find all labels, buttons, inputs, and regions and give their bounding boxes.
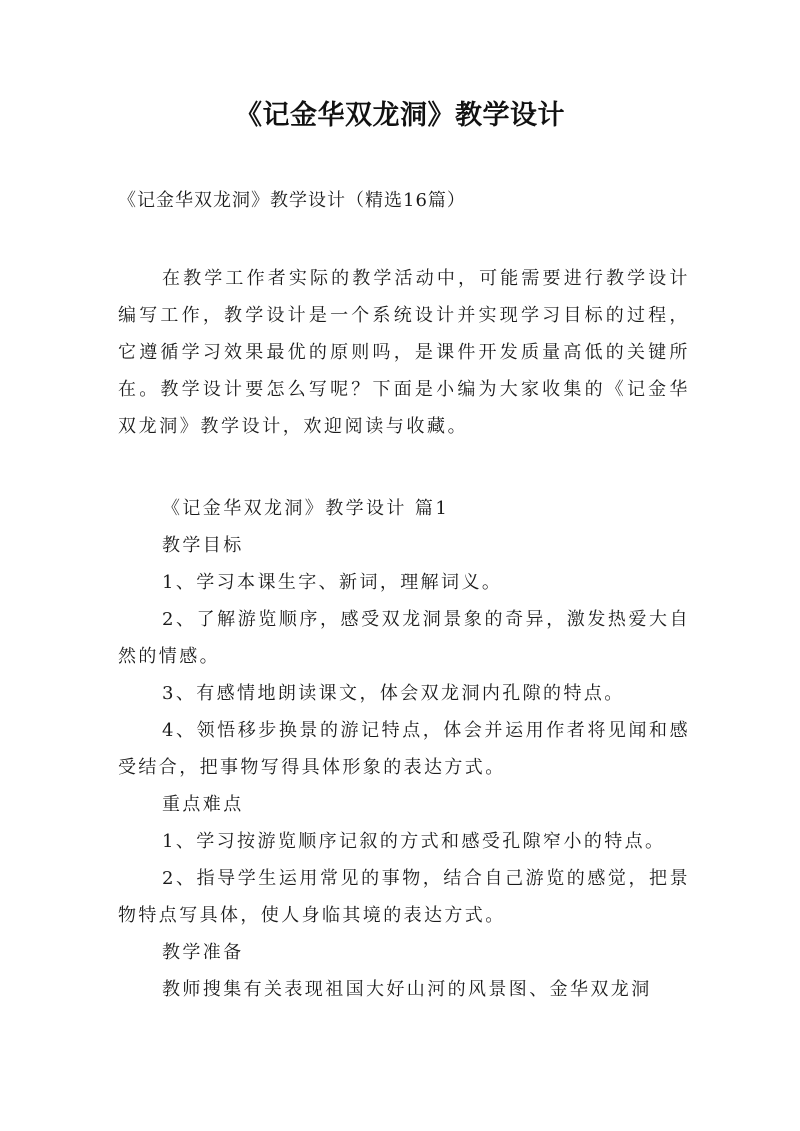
key-points-heading: 重点难点 [162, 794, 244, 815]
goal-item: 2、了解游览顺序，感受双龙洞景象的奇异，激发热爱大自然的情感。 [118, 609, 690, 667]
goal-item: 3、有感情地朗读课文，体会双龙洞内孔隙的特点。 [162, 683, 625, 704]
goals-heading: 教学目标 [162, 535, 244, 556]
prep-text: 教师搜集有关表现祖国大好山河的风景图、金华双龙洞 [162, 979, 652, 1000]
document-title: 《记金华双龙洞》教学设计 [235, 100, 565, 131]
key-point-item: 2、指导学生运用常见的事物，结合自己游览的感觉，把景物特点写具体，使人身临其境的表达方式。 [118, 868, 690, 926]
intro-paragraph: 在教学工作者实际的教学活动中，可能需要进行教学设计编写工作，教学设计是一个系统设计并实现学习目标的过程，它遵循学习效果最优的原则吗，是课件开发质量高低的关键所在。教学设计要怎么写呢？下面是小编为大家收集的《记金华双龙洞》教学设计，欢迎阅读与收藏。 [118, 268, 690, 437]
section-1 [118, 490, 690, 1008]
section-heading: 《记金华双龙洞》教学设计 篇1 [162, 498, 450, 519]
prep-heading: 教学准备 [162, 942, 244, 963]
goal-item: 1、学习本课生字、新词，理解词义。 [162, 572, 503, 593]
document-subtitle: 《记金华双龙洞》教学设计（精选16篇） [118, 190, 466, 211]
key-point-item: 1、学习按游览顺序记叙的方式和感受孔隙窄小的特点。 [162, 831, 666, 852]
goal-item: 4、领悟移步换景的游记特点，体会并运用作者将见闻和感受结合，把事物写得具体形象的表达方式。 [118, 720, 690, 778]
